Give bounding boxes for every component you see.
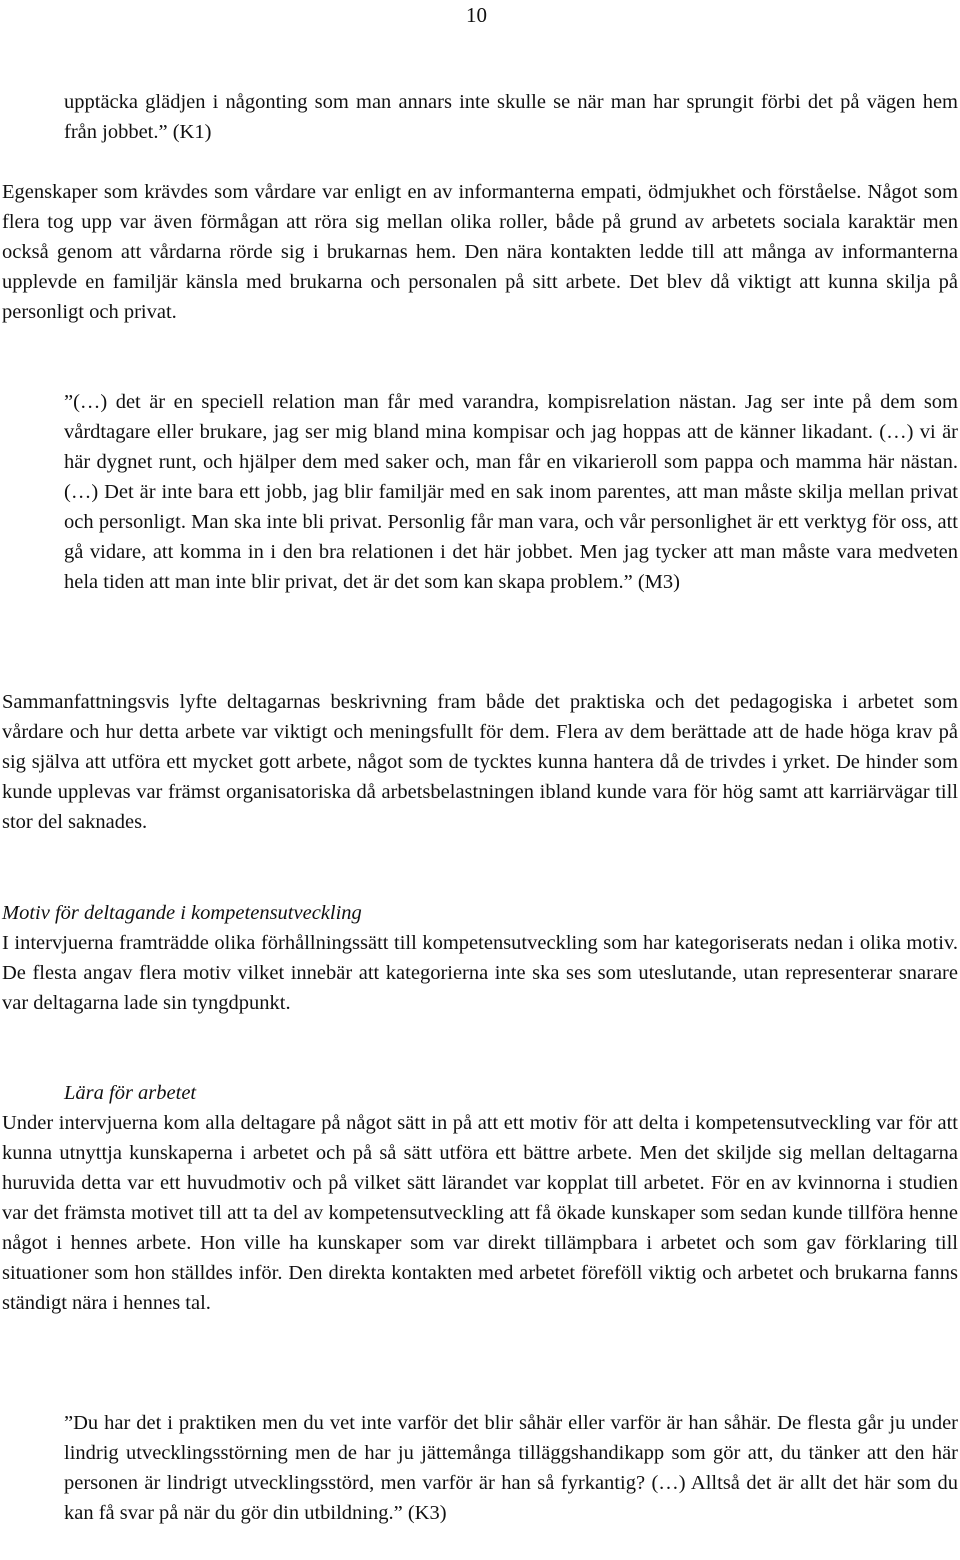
- paragraph-motiv: I intervjuerna framträdde olika förhållningssätt till kompetensutveckling som har kategoriserats nedan i olika motiv. De flesta angav flera motiv vilket innebär att kategorierna inte ska ses som uteslutande, utan representerar snarare var deltagarna lade sin tyngdpunkt.: [2, 932, 958, 1014]
- paragraph-sammanfattning: Sammanfattningsvis lyfte deltagarnas beskrivning fram både det praktiska och det pedagogiska i arbetet som vårdare och hur detta arbete var viktigt och meningsfullt för dem. Flera av dem berättade att de hade höga krav på sig själva att utföra ett mycket gott arbete, något som de tycktes kunna hantera då de trivdes i yrket. De hinder som kunde upplevas var främst organisatoriska då arbetsbelastningen ibland kunde vara för hög samt att karriärvägar till stor del saknades.: [2, 691, 958, 833]
- section-heading-motiv: Motiv för deltagande i kompetensutveckling: [2, 902, 362, 924]
- page-number: 10: [466, 3, 487, 27]
- paragraph-egenskaper: Egenskaper som krävdes som vårdare var enligt en av informanterna empati, ödmjukhet och förståelse. Något som flera tog upp var även förmågan att röra sig mellan olika roller, både på grund av arbetets sociala karaktär men också genom att vårdarna rörde sig i brukarnas hem. Den nära kontakten ledde till att många av informanterna upplevde en familjär känsla med brukarna och personalen på sitt arbete. Det blev då viktigt att kunna skilja på personligt och privat.: [2, 181, 958, 323]
- quote-m3: ”(…) det är en speciell relation man får med varandra, kompisrelation nästan. Jag ser inte på dem som vårdtagare eller brukare, jag ser mig bland mina kompisar och jag hoppas att de känner likadant. (…) vi är här dygnet runt, och hjälper dem med saker och, man får en vikarieroll som pappa och mamma här nästan. (…) Det är inte bara ett jobb, jag blir familjär med en sak inom parentes, att man måste skilja mellan privat och personligt. Man ska inte bli privat. Personlig får man vara, och vår personlighet är ett verktyg för oss, att gå vidare, att komma in i den bra relationen i det här jobbet. Men jag tycker att man måste vara medveten hela tiden att man inte blir privat, det är det som kan skapa problem.” (M3): [64, 391, 958, 593]
- paragraph-lara: Under intervjuerna kom alla deltagare på något sätt in på att ett motiv för att delta i kompetensutveckling var för att kunna utnyttja kunskaperna i arbetet och på så sätt utföra ett bättre arbete. Men det skiljde sig mellan deltagarna huruvida detta var ett huvudmotiv och på vilket sätt lärandet var kopplat till arbetet. För en av kvinnorna i studien var det främsta motivet till att ta del av kompetensutveckling att få ökade kunskaper som sedan kunde tillföra henne något i hennes arbete. Hon ville ha kunskaper som var direkt tillämpbara i arbetet och som gav förklaring till situationer som hon ställdes inför. Den direkta kontakten med arbetet föreföll viktig och arbetet och brukarna fanns ständigt nära i hennes tal.: [2, 1112, 958, 1314]
- subsection-heading-lara: Lära för arbetet: [64, 1082, 197, 1104]
- quote-k1: upptäcka glädjen i någonting som man annars inte skulle se när man har sprungit förbi det på vägen hem från jobbet.” (K1): [64, 91, 958, 143]
- quote-k3: ”Du har det i praktiken men du vet inte varför det blir såhär eller varför är han såhär. De flesta går ju under lindrig utvecklingsstörning men de har ju jättemånga tilläggshandikapp som gör att, du tänker att den här personen är lindrigt utvecklingsstörd, men varför är han så fyrkantig? (…) Alltså det är allt det här som du kan få svar på när du gör din utbildning.” (K3): [64, 1412, 958, 1524]
